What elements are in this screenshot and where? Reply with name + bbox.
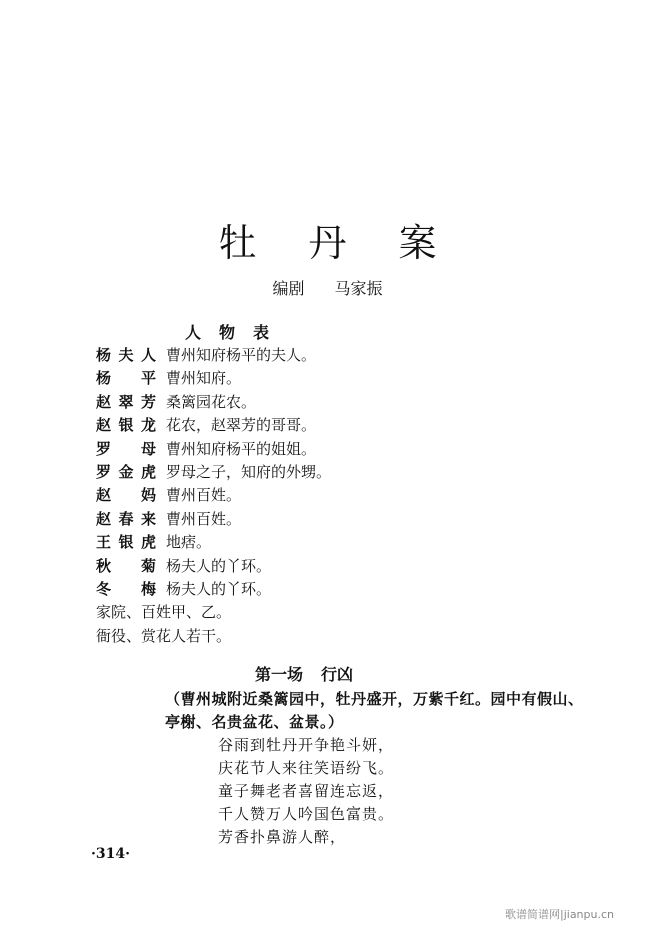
cast-item [96,344,331,367]
cast-group: 衙役、赏花人若干。 [96,626,232,645]
cast-item [96,438,331,461]
cast-desc: 曹州百姓。 [166,509,242,528]
cast-name: 赵银龙 [96,416,156,435]
author-label: 编剧 [272,279,305,298]
cast-group: 家院、百姓甲、乙。 [96,603,232,622]
cast-item [96,578,331,601]
cast-desc: 杨夫人的丫环。 [166,579,272,598]
cast-item [96,414,331,437]
verse-line: 庆花节人来往笑语纷飞。 [218,759,395,777]
cast-name: 罗母 [96,439,156,458]
watermark: 歌谱简谱网|jianpu.cn [505,908,615,921]
cast-desc: 花农，赵翠芳的哥哥。 [166,416,317,435]
cast-item [96,484,331,507]
cast-desc: 曹州百姓。 [166,486,242,505]
cast-list [96,344,331,648]
verse-lines [218,734,394,849]
scene-title [255,662,353,685]
cast-heading: 人物表 [185,323,288,342]
cast-item [96,601,331,624]
author-name: 马家振 [334,279,383,298]
cast-item [96,508,331,531]
cast-item [96,367,331,390]
cast-name: 秋菊 [96,556,156,575]
verse-line: 芳香扑鼻游人醉， [218,828,347,846]
cast-desc: 杨夫人的丫环。 [166,556,272,575]
cast-desc: 曹州知府杨平的夫人。 [166,346,317,364]
verse-line: 谷雨到牡丹开争艳斗妍， [218,736,395,754]
cast-desc: 桑篱园花农。 [166,392,257,411]
author-line [0,276,655,299]
cast-name: 罗金虎 [96,462,156,481]
cast-name: 赵妈 [96,486,156,505]
cast-desc: 罗母之子，知府的外甥。 [166,462,332,481]
cast-name: 冬梅 [96,579,156,598]
cast-name: 杨平 [96,369,156,388]
cast-item [96,391,331,414]
cast-item [96,555,331,578]
verse-line: 千人赞万人吟国色富贵。 [218,805,395,823]
cast-name: 杨夫人 [96,346,156,364]
page-title: 牡丹案 [218,221,489,265]
cast-item [96,461,331,484]
stage-direction: （曹州城附近桑篱园中，牡丹盛开，万紫千红。园中有假山、亭榭、名贵盆花、盆景。） [165,690,584,731]
verse-line: 童子舞老者喜留连忘返， [218,782,395,800]
cast-name: 赵翠芳 [96,392,156,411]
cast-name: 王银虎 [96,533,156,552]
cast-desc: 曹州知府。 [166,369,242,388]
page-number: ·314· [91,846,130,862]
cast-item [96,625,331,648]
scene-number: 第一场 [255,665,304,684]
cast-desc: 地痞。 [166,533,212,552]
cast-desc: 曹州知府杨平的姐姐。 [166,439,317,458]
cast-item [96,531,331,554]
scene-name: 行凶 [321,665,354,684]
cast-name: 赵春来 [96,509,156,528]
